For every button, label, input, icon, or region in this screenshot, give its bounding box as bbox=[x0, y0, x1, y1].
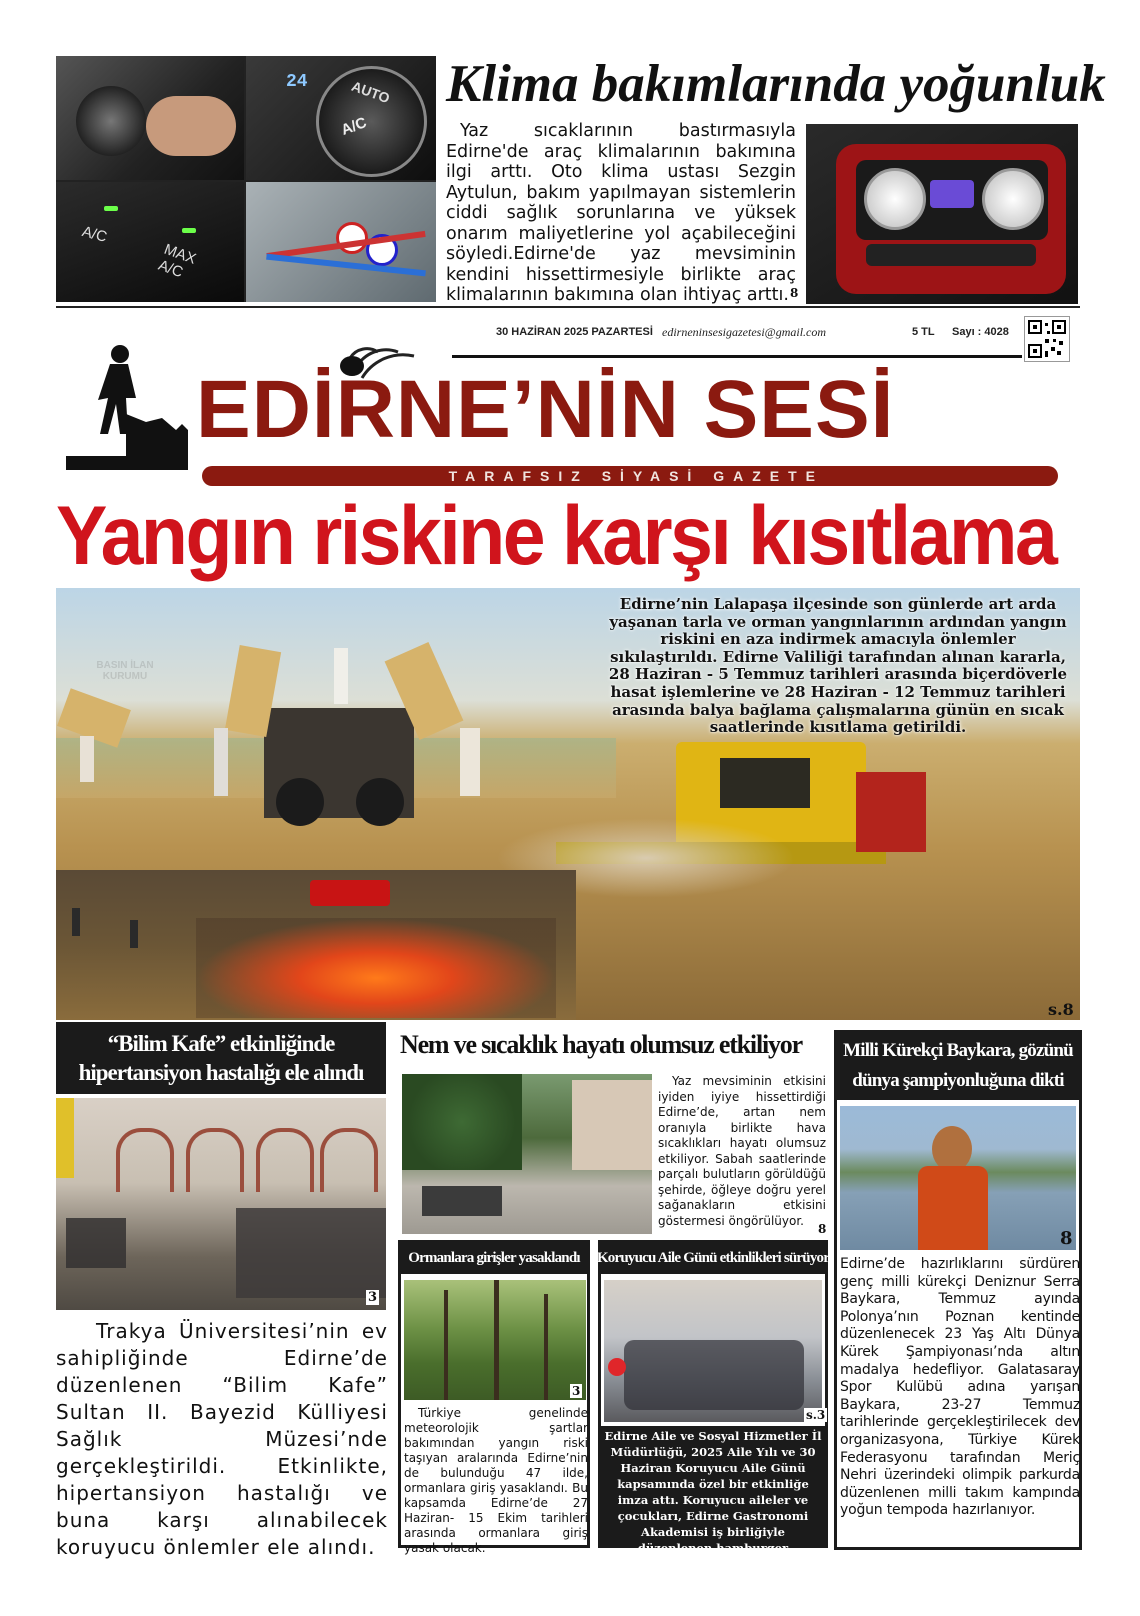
masthead-rule bbox=[452, 355, 1022, 358]
kurekci-photo bbox=[840, 1106, 1076, 1250]
ormanlar-page-ref: 3 bbox=[572, 1384, 581, 1398]
main-story-body: Edirne’nin Lalapaşa ilçesinde son günlerde art arda yaşanan tarla ve orman yangınlarının ardından yangın riskini en aza indirmek amacıyla önlemler sıkılaştırıldı. Edirne Valiliği tarafından alınan kararla, 28 Haziran - 5 Temmuz tarihleri arasında biçerdöverle hasat işlemlerine ve 28 Haziran - 12 Temmuz tarihleri arasında balya bağlama çalışmalarına günün en sıcak saatlerinde kısıtlama getirildi. bbox=[608, 595, 1068, 737]
nem-page-ref: 8 bbox=[818, 1222, 827, 1236]
newspaper-title: EDİRNE’NİN SESİ bbox=[196, 364, 895, 455]
bilim-kafe-photo bbox=[56, 1098, 386, 1310]
ac-label-dial: A/C bbox=[338, 114, 369, 139]
ormanlar-body: Türkiye genelinde meteorolojik şartlar bakımından yangın riski taşıyan aralarında Edirne’nin de bulunduğu 47 ilde, ormanlara giriş yasaklandı. Bu kapsamda Edirne’de 27 Haziran- 15 Ekim tarihleri arasında ormanlara giriş yasak olacak. bbox=[404, 1406, 588, 1555]
kurekci-page-ref: 8 bbox=[1060, 1228, 1073, 1249]
ac-photo-knob bbox=[56, 56, 244, 180]
klima-body: Yaz sıcaklarının bastırmasıyla Edirne'de araç klimalarının bakımına ilgi arttı. Oto klima ustası Sezgin Aytulun, bakım yapılmayan sistemlerin ciddi sağlık sorunlarına ve yüksek onarım maliyetlerine yol açabileceğini söyledi.Edirne'de yaz mevsiminin kendini hissettirmesiyle birlikte araç klimalarının bakımına olan ihtiyaç arttı. bbox=[446, 121, 796, 305]
issue-number: Sayı : 4028 bbox=[952, 326, 1009, 338]
kurekci-headline: Milli Kürekçi Baykara, gözünü dünya şampiyonluğuna dikti bbox=[836, 1032, 1080, 1100]
ormanlar-photo bbox=[404, 1280, 586, 1400]
koruyucu-page-ref: s.3 bbox=[806, 1408, 826, 1422]
auto-label: AUTO bbox=[349, 77, 392, 107]
ac-photo-gauges bbox=[246, 182, 436, 302]
koruyucu-photo bbox=[604, 1280, 822, 1422]
ac-photo-collage bbox=[56, 56, 436, 302]
kurekci-body: Edirne’de hazırlıklarını sürdüren genç milli kürekçi Deniznur Serra Baykara, Temmuz ayında Polonya’nın Poznan kentinde düzenlenecek 23 Yaş Altı Dünya Kürek Şampiyonası’nda altın madalya hedefliyor. Galatasaray Spor Kulübü adına yarışan Baykara, 23-27 Temmuz tarihlerinde gerçekleştirilecek dev organizasyona, Türkiye Kürek Federasyonu tarafından Meriç Nehri üzerindeki olimpik parkurda düzenlenen milli takım kampında yoğun tempoda hazırlanıyor. bbox=[840, 1256, 1080, 1519]
nem-headline: Nem ve sıcaklık hayatı olumsuz etkiliyor bbox=[400, 1030, 802, 1059]
koruyucu-headline: Koruyucu Aile Günü etkinlikleri sürüyor bbox=[600, 1242, 826, 1274]
qr-code-icon bbox=[1024, 316, 1070, 362]
top-rule bbox=[56, 306, 1080, 308]
nem-body: Yaz mevsiminin etkisini iyiden iyiye hissettirdiği Edirne’de, artan nem oranıyla birlikte hava sıcaklıkları hayatı olumsuz etkiliyor. Sabah saatlerinde parçalı bulutların görüldüğü şehirde, öğleye doğru yerel sağanakların etkisini göstermesi öngörülüyor. bbox=[658, 1074, 826, 1228]
contact-email: edirneninsesigazetesi@gmail.com bbox=[662, 325, 827, 339]
bilim-kafe-body: Trakya Üniversitesi’nin ev sahipliğinde Edirne’de düzenlenen “Bilim Kafe” Sultan II. Bayezid Külliyesi Sağlık Müzesi’nde gerçekleştirildi. Etkinlikte, hipertansiyon hastalığı ve buna karşı alınabilecek koruyucu önlemler ele alındı. bbox=[56, 1319, 388, 1559]
ac-machine-photo bbox=[806, 124, 1078, 304]
klima-headline: Klima bakımlarında yoğunluk bbox=[446, 55, 1106, 113]
watermark: BASIN İLAN KURUMU bbox=[96, 660, 154, 682]
ac-photo-dial bbox=[246, 56, 436, 180]
bilim-kafe-headline: “Bilim Kafe” etkinliğinde hipertansiyon hastalığı ele alındı bbox=[56, 1022, 386, 1094]
ac-label-button: A/C bbox=[80, 223, 109, 246]
klima-page-ref: 8 bbox=[790, 286, 799, 300]
tagline: TARAFSIZ SİYASİ GAZETE bbox=[448, 468, 824, 484]
main-page-ref: s.8 bbox=[1048, 1000, 1074, 1019]
ac-photo-buttons bbox=[56, 182, 244, 302]
ormanlar-headline: Ormanlara girişler yasaklandı bbox=[400, 1242, 588, 1274]
koruyucu-body: Edirne Aile ve Sosyal Hizmetler İl Müdürlüğü, 2025 Aile Yılı ve 30 Haziran Koruyucu Aile Günü kapsamında özel bir etkinliğe imza attı. Koruyucu aileler ve çocukları, Edirne Gastronomi Akademisi iş birliğiyle düzenlenen hamburger atölyesinde bir araya geldi. bbox=[600, 1426, 826, 1546]
temp-display: 24 bbox=[286, 72, 308, 92]
main-headline: Yangın riskine karşı kısıtlama bbox=[56, 489, 1056, 583]
bilim-kafe-page-ref: 3 bbox=[368, 1290, 378, 1305]
max-ac-label: MAX A/C bbox=[155, 240, 199, 282]
issue-date: 30 HAZİRAN 2025 PAZARTESİ bbox=[496, 326, 653, 338]
price: 5 TL bbox=[912, 326, 935, 338]
nem-photo bbox=[402, 1074, 652, 1234]
